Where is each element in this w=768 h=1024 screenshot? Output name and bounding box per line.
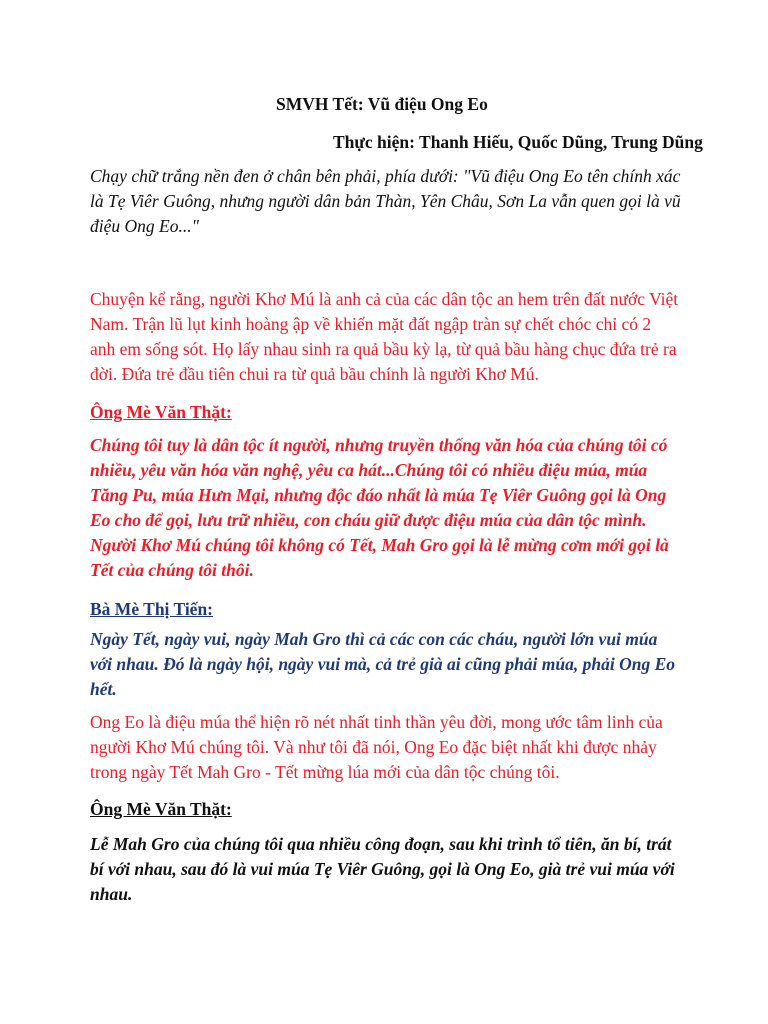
speaker-heading-1: Ông Mè Văn Thặt: bbox=[90, 402, 232, 422]
quote-paragraph-3: Lễ Mah Gro của chúng tôi qua nhiều công đoạn, sau khi trình tổ tiên, ăn bí, trát bí với nhau, sau đó là vui múa Tẹ Viêr Guông, gọi là Ong Eo, già trẻ vui múa với nhau. bbox=[90, 834, 675, 904]
story-paragraph: Chuyện kể rằng, người Khơ Mú là anh cả của các dân tộc an hem trên đất nước Việt Nam. Trận lũ lụt kinh hoàng ập về khiến mặt đất ngập tràn sự chết chóc chỉ có 2 anh em sống sót. Họ lấy nhau sinh ra quả bầu kỳ lạ, từ quả bầu hàng chục đứa trẻ ra đời. Đứa trẻ đầu tiên chui ra từ quả bầu chính là người Khơ Mú. bbox=[90, 289, 679, 384]
credits-line: Thực hiện: Thanh Hiếu, Quốc Dũng, Trung Dũng bbox=[333, 132, 703, 152]
speaker-heading-2: Bà Mè Thị Tiến: bbox=[90, 599, 214, 619]
quote-paragraph-1: Chúng tôi tuy là dân tộc ít người, nhưng truyền thống văn hóa của chúng tôi có nhiều, yêu văn hóa văn nghệ, yêu ca hát...Chúng tôi có nhiều điệu múa, múa Tăng Pu, múa Hưn Mại, nhưng độc đáo nhất là múa Tẹ Viêr Guông gọi là Ong Eo cho để gọi, lưu trữ nhiều, con cháu giữ được điệu múa của dân tộc mình. Người Khơ Mú chúng tôi không có Tết, Mah Gro gọi là lễ mừng cơm mới gọi là Tết của chúng tôi thôi. bbox=[90, 435, 669, 580]
document-title: SMVH Tết: Vũ điệu Ong Eo bbox=[276, 94, 488, 114]
ong-eo-paragraph: Ong Eo là điệu múa thể hiện rõ nét nhất tinh thần yêu đời, mong ước tâm linh của người Khơ Mú chúng tôi. Và như tôi đã nói, Ong Eo đặc biệt nhất khi được nhảy trong ngày Tết Mah Gro - Tết mừng lúa mới của dân tộc chúng tôi. bbox=[90, 712, 663, 782]
quote-paragraph-2: Ngày Tết, ngày vui, ngày Mah Gro thì cả các con các cháu, người lớn vui múa với nhau. Đó là ngày hội, ngày vui mà, cả trẻ già ai cũng phải múa, phải Ong Eo hết. bbox=[90, 629, 676, 699]
caption-paragraph: Chạy chữ trắng nền đen ở chân bên phải, phía dưới: "Vũ điệu Ong Eo tên chính xác là Tẹ Viêr Guông, nhưng người dân bản Thàn, Yên Châu, Sơn La vẫn quen gọi là vũ điệu Ong Eo..." bbox=[90, 166, 681, 236]
speaker-heading-3: Ông Mè Văn Thặt: bbox=[90, 799, 232, 819]
